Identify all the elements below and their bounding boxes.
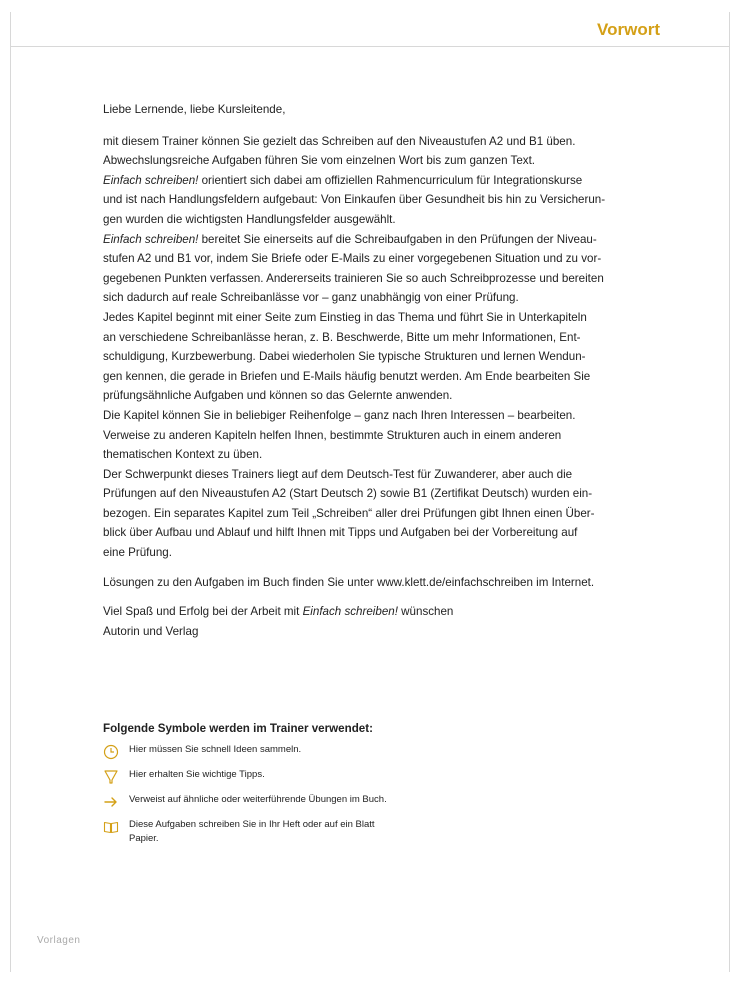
solutions-line: Lösungen zu den Aufgaben im Buch finden Sie unter www.klett.de/einfachschreiben im Internet.: [103, 575, 595, 589]
text-line: thematischen Kontext zu üben.: [103, 448, 263, 462]
arrow-right-icon: [103, 794, 119, 810]
foreword-text: [103, 100, 633, 641]
book-title: Einfach schreiben!: [103, 173, 199, 187]
text-span: orientiert sich dabei am offiziellen Rahmencurriculum für Integrationskurse: [198, 173, 583, 187]
closing-line: [103, 602, 633, 622]
text-line: mit diesem Trainer können Sie gezielt das Schreiben auf den Niveaustufen A2 und B1 üben.: [103, 134, 576, 148]
text-line: gegebenen Punkten verfassen. Andererseits trainieren Sie so auch Schreibprozesse und bereiten: [103, 271, 604, 285]
text-line: gen kennen, die gerade in Briefen und E-Mails häufig benutzt werden. Am Ende bearbeiten Sie: [103, 369, 591, 383]
clock-icon: [103, 744, 119, 760]
book-icon: [103, 819, 119, 835]
tip-icon: [103, 769, 119, 785]
symbol-text: Hier erhalten Sie wichtige Tipps.: [129, 769, 265, 780]
header-divider: [10, 46, 730, 47]
text-line: [103, 230, 633, 250]
symbol-text: Diese Aufgaben schreiben Sie in Ihr Heft oder auf ein Blatt Papier.: [129, 819, 375, 844]
signature: Autorin und Verlag: [103, 624, 199, 638]
watermark: Vorlagen: [37, 935, 81, 946]
symbol-text: Verweist auf ähnliche oder weiterführende Übungen im Buch.: [129, 794, 387, 805]
symbol-legend: [103, 722, 403, 854]
text-line: Abwechslungsreiche Aufgaben führen Sie vom einzelnen Wort bis zum ganzen Text.: [103, 154, 536, 168]
section-title: Vorwort: [597, 20, 660, 39]
book-title: Einfach schreiben!: [302, 605, 398, 619]
text-line: blick über Aufbau und Ablauf und hilft Ihnen mit Tipps und Aufgaben bei der Vorbereitung auf: [103, 526, 578, 540]
symbol-legend-title: Folgende Symbole werden im Trainer verwendet:: [103, 722, 373, 735]
text-line: bezogen. Ein separates Kapitel zum Teil „Schreiben“ aller drei Prüfungen gibt Ihnen einen Über-: [103, 506, 595, 520]
text-line: Verweise zu anderen Kapiteln helfen Ihnen, bestimmte Strukturen auch in einem anderen: [103, 428, 562, 442]
text-line: eine Prüfung.: [103, 546, 172, 560]
text-line: an verschiedene Schreibanlässe heran, z. B. Beschwerde, Bitte um mehr Informationen, Ent-: [103, 330, 581, 344]
text-line: und ist nach Handlungsfeldern aufgebaut: Von Einkaufen über Gesundheit bis hin zu Versicherun-: [103, 193, 606, 207]
text-line: Prüfungen auf den Niveaustufen A2 (Start Deutsch 2) sowie B1 (Zertifikat Deutsch) wurden ein-: [103, 487, 593, 501]
book-title: Einfach schreiben!: [103, 232, 199, 246]
symbol-row: [103, 818, 403, 846]
text-line: Die Kapitel können Sie in beliebiger Reihenfolge – ganz nach Ihren Interessen – bearbeiten.: [103, 408, 576, 422]
text-line: gen wurden die wichtigsten Handlungsfelder ausgewählt.: [103, 212, 396, 226]
text-line: prüfungsähnliche Aufgaben und können so das Gelernte anwenden.: [103, 389, 453, 403]
text-line: Jedes Kapitel beginnt mit einer Seite zum Einstieg in das Thema und führt Sie in Unterkapiteln: [103, 310, 587, 324]
text-line: [103, 171, 633, 191]
text-span: bereitet Sie einerseits auf die Schreibaufgaben in den Prüfungen der Niveau-: [198, 232, 597, 246]
greeting: Liebe Lernende, liebe Kursleitende,: [103, 103, 286, 116]
text-line: schuldigung, Kurzbewerbung. Dabei wiederholen Sie typische Strukturen und lernen Wendun-: [103, 350, 586, 364]
text-span: wünschen: [397, 605, 454, 619]
text-line: stufen A2 und B1 vor, indem Sie Briefe oder E-Mails zu einer vorgegebenen Situation und zu vor-: [103, 252, 602, 266]
symbol-row: [103, 743, 403, 760]
text-span: Viel Spaß und Erfolg bei der Arbeit mit: [103, 605, 303, 619]
symbol-row: [103, 768, 403, 785]
text-line: Der Schwerpunkt dieses Trainers liegt auf dem Deutsch-Test für Zuwanderer, aber auch die: [103, 467, 573, 481]
text-line: sich dadurch auf reale Schreibanlässe vor – ganz unabhängig von einer Prüfung.: [103, 291, 519, 305]
symbol-row: [103, 793, 403, 810]
symbol-text: Hier müssen Sie schnell Ideen sammeln.: [129, 744, 302, 755]
